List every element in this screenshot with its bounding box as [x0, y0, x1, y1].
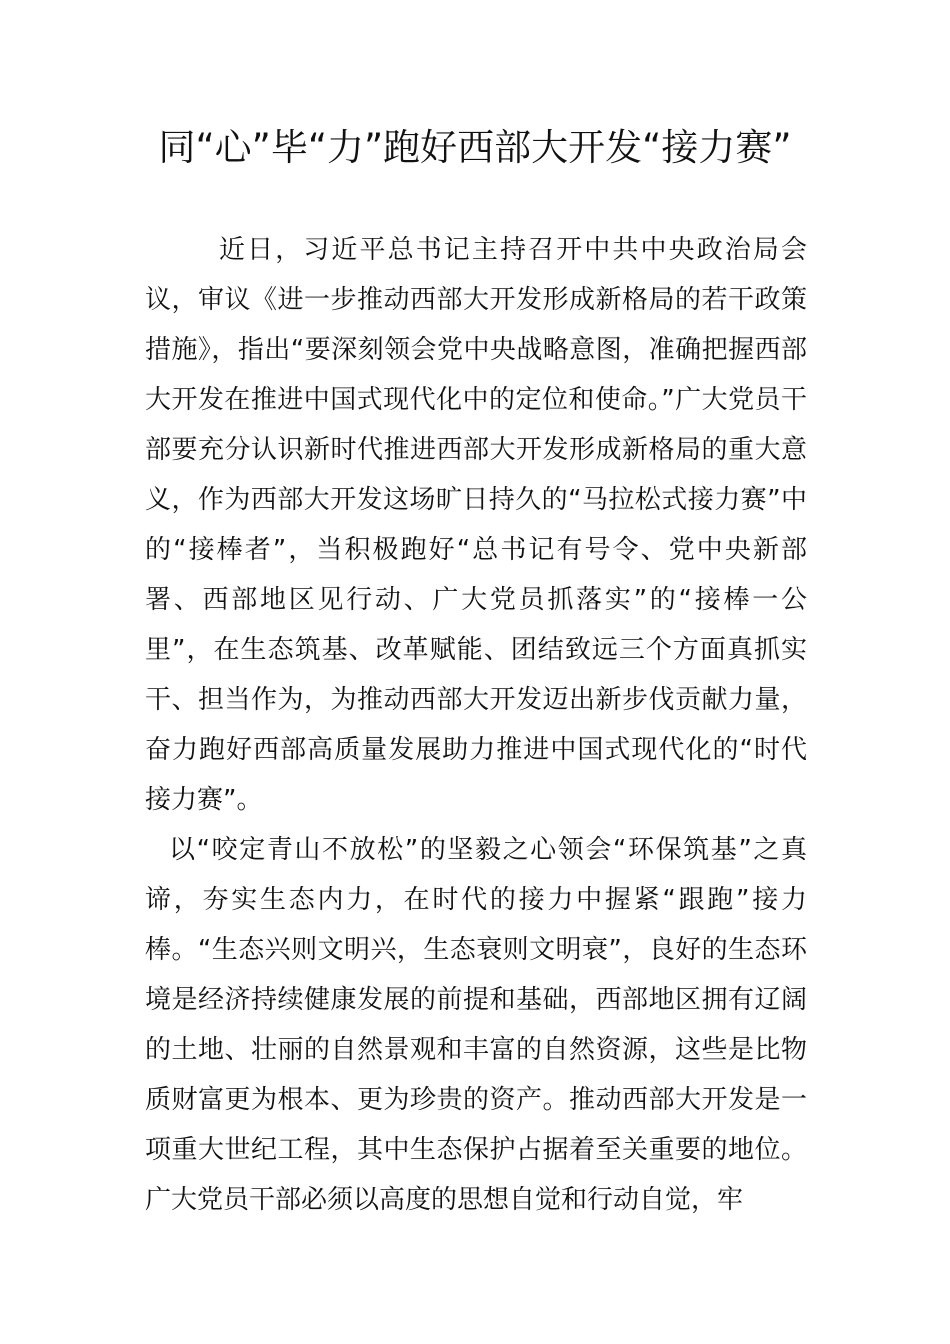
paragraph-1: 近日，习近平总书记主持召开中共中央政治局会议，审议《进一步推动西部大开发形成新格局的若干政策措施》，指出“要深刻领会党中央战略意图，准确把握西部大开发在推进中国式现代化中的定位和使命。”广大党员干部要充分认识新时代推进西部大开发形成新格局的重大意义，作为西部大开发这场旷日持久的“马拉松式接力赛”中的“接棒者”，当积极跑好“总书记有号令、党中央新部署、西部地区见行动、广大党员抓落实”的“接棒一公里”，在生态筑基、改革赋能、团结致远三个方面真抓实干、担当作为，为推动西部大开发迈出新步伐贡献力量，奋力跑好西部高质量发展助力推进中国式现代化的“时代接力赛”。	[145, 235, 807, 815]
paragraph-2: 以“咬定青山不放松”的坚毅之心领会“环保筑基”之真谛，夯实生态内力，在时代的接力中握紧“跟跑”接力棒。“生态兴则文明兴，生态衰则文明衰”，良好的生态环境是经济持续健康发展的前提和基础，西部地区拥有辽阔的土地、壮丽的自然景观和丰富的自然资源，这些是比物质财富更为根本、更为珍贵的资产。推动西部大开发是一项重大世纪工程，其中生态保护占据着至关重要的地位。广大党员干部必须以高度的思想自觉和行动自觉，牢	[145, 835, 807, 1215]
document-title: 同“心”毕“力”跑好西部大开发“接力赛”	[158, 126, 792, 169]
document-body	[145, 225, 807, 1225]
